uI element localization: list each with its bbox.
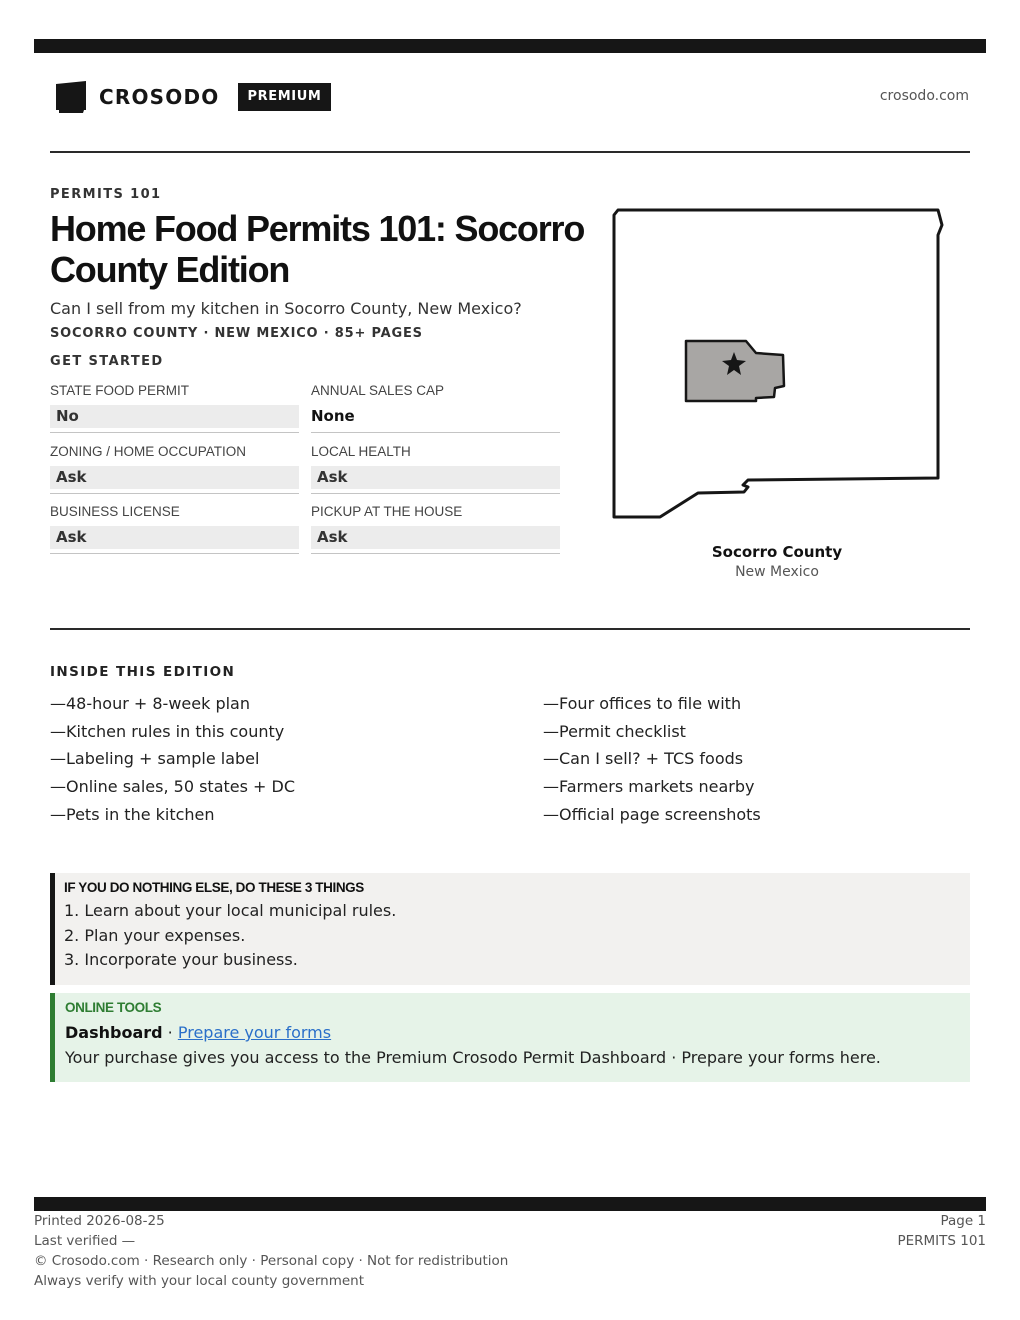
disclaimer: Always verify with your local county government (34, 1273, 364, 1289)
map-county-label: Socorro County (711, 543, 843, 561)
field-value: None (311, 407, 355, 425)
field-label: LOCAL HEALTH (311, 444, 411, 459)
callout-title: IF YOU DO NOTHING ELSE, DO THESE 3 THINGS (64, 880, 364, 895)
header-divider (50, 151, 970, 153)
section-divider (50, 628, 970, 630)
field-divider (50, 553, 299, 554)
contents-heading: INSIDE THIS EDITION (50, 664, 236, 680)
field-value: Ask (311, 466, 560, 489)
dashboard-label: Dashboard (65, 1023, 163, 1042)
list-item: —Permit checklist (543, 721, 686, 741)
field-state-food-permit (50, 383, 299, 433)
field-label: PICKUP AT THE HOUSE (311, 504, 463, 519)
callout-list (64, 899, 970, 973)
get-started-heading: GET STARTED (50, 354, 164, 369)
kicker: PERMITS 101 (50, 187, 162, 202)
footer-left (34, 1211, 508, 1291)
field-business-license (50, 504, 299, 554)
field-value: No (50, 405, 299, 428)
footer-section: PERMITS 101 (897, 1233, 986, 1249)
field-label: ANNUAL SALES CAP (311, 383, 445, 398)
field-annual-sales-cap (311, 383, 560, 433)
tools-title: ONLINE TOOLS (65, 1000, 162, 1015)
footer-right (897, 1211, 986, 1251)
field-divider (50, 432, 299, 433)
list-item: —Farmers markets nearby (543, 777, 755, 797)
list-item: —Pets in the kitchen (50, 804, 215, 824)
site-url[interactable]: crosodo.com (879, 88, 969, 104)
copyright: © Crosodo.com · Research only · Personal copy · Not for redistribution (34, 1253, 509, 1269)
field-divider (50, 493, 299, 494)
premium-badge: PREMIUM (238, 83, 332, 111)
field-pickup (311, 504, 560, 554)
map-state-label: New Mexico (735, 564, 819, 580)
edition-meta: SOCORRO COUNTY · NEW MEXICO · 85+ PAGES (50, 326, 423, 341)
field-local-health (311, 444, 560, 494)
last-verified: Last verified — (34, 1233, 136, 1249)
bottom-bar (34, 1197, 986, 1211)
county-locator-map (610, 205, 946, 525)
field-zoning (50, 444, 299, 494)
field-divider (311, 553, 560, 554)
tools-line (65, 1023, 970, 1042)
field-divider (311, 432, 560, 433)
brand-name: CROSODO (99, 85, 220, 109)
list-item: —Can I sell? + TCS foods (543, 749, 744, 769)
field-value: Ask (50, 526, 299, 549)
list-item: 2. Plan your expenses. (64, 925, 246, 945)
field-value: Ask (50, 466, 299, 489)
list-item: 1. Learn about your local municipal rules. (64, 901, 397, 920)
field-label: STATE FOOD PERMIT (50, 383, 190, 398)
brand[interactable] (55, 80, 331, 114)
crosodo-logo-icon (55, 80, 87, 114)
tools-separator: · (162, 1023, 178, 1042)
list-item: —48-hour + 8-week plan (50, 694, 250, 713)
field-divider (311, 493, 560, 494)
field-label: ZONING / HOME OCCUPATION (50, 444, 247, 459)
page-title: Home Food Permits 101: Socorro County Edition (50, 208, 585, 290)
list-item: —Official page screenshots (543, 804, 761, 824)
contents-list-right (543, 690, 761, 829)
list-item: —Four offices to file with (543, 694, 742, 713)
field-value: Ask (311, 526, 560, 549)
page-number: Page 1 (940, 1213, 986, 1229)
list-item: —Online sales, 50 states + DC (50, 777, 296, 797)
tools-description: Your purchase gives you access to the Premium Crosodo Permit Dashboard · Prepare your forms here. (65, 1048, 881, 1067)
contents-list-left (50, 690, 295, 829)
prepare-forms-link[interactable]: Prepare your forms (177, 1023, 332, 1042)
field-label: BUSINESS LICENSE (50, 504, 180, 519)
online-tools-panel (50, 993, 970, 1082)
list-item: —Labeling + sample label (50, 749, 260, 769)
subtitle: Can I sell from my kitchen in Socorro County, New Mexico? (50, 299, 522, 318)
printed-date: Printed 2026-08-25 (34, 1213, 165, 1229)
list-item: —Kitchen rules in this county (50, 721, 285, 741)
three-things-callout (50, 873, 970, 985)
list-item: 3. Incorporate your business. (64, 950, 298, 969)
top-bar (34, 39, 986, 53)
